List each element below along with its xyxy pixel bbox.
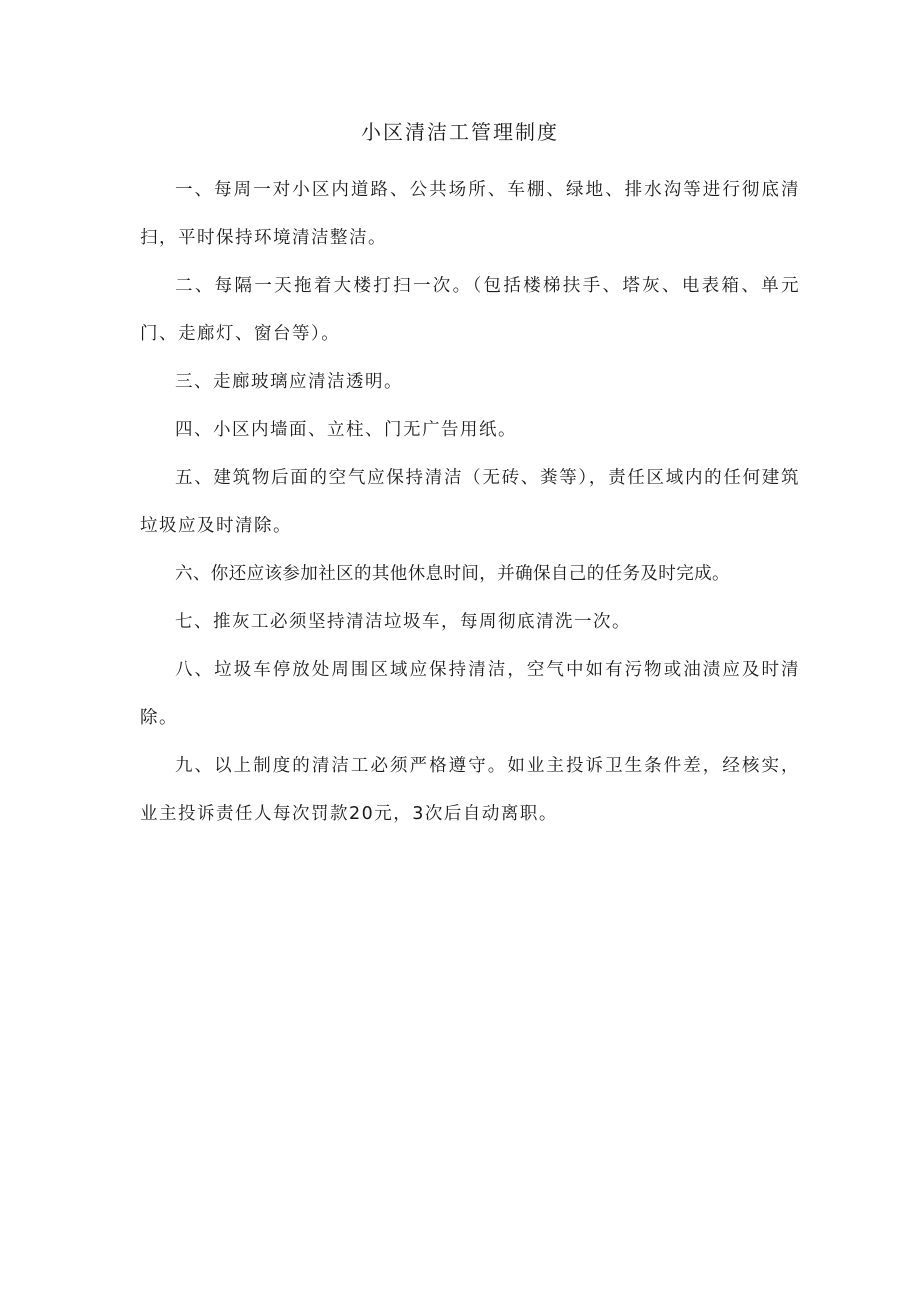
rule-paragraph-2: 二、每隔一天拖着大楼打扫一次。（包括楼梯扶手、塔灰、电表箱、单元门、走廊灯、窗台等）。 [140,276,800,344]
rule-paragraph-3: 三、走廊玻璃应清洁透明。 [175,372,403,392]
rule-paragraph-9: 九、以上制度的清洁工必须严格遵守。如业主投诉卫生条件差，经核实，业主投诉责任人每次罚款20元，3次后自动离职。 [140,756,800,824]
rule-paragraph-8: 八、垃圾车停放处周围区域应保持清洁，空气中如有污物或油渍应及时清除。 [140,660,800,728]
rule-paragraph-7: 七、推灰工必须坚持清洁垃圾车，每周彻底清洗一次。 [175,612,631,632]
rule-paragraph-4: 四、小区内墙面、立柱、门无广告用纸。 [175,420,517,440]
document-title: 小区清洁工管理制度 [361,120,559,144]
document-body [140,166,800,838]
rule-paragraph-6: 六、你还应该参加社区的其他休息时间，并确保自己的任务及时完成。 [175,564,730,584]
rule-paragraph-1: 一、每周一对小区内道路、公共场所、车棚、绿地、排水沟等进行彻底清扫，平时保持环境清洁整洁。 [140,180,800,248]
rule-paragraph-5: 五、建筑物后面的空气应保持清洁（无砖、粪等），责任区域内的任何建筑垃圾应及时清除。 [140,468,800,536]
